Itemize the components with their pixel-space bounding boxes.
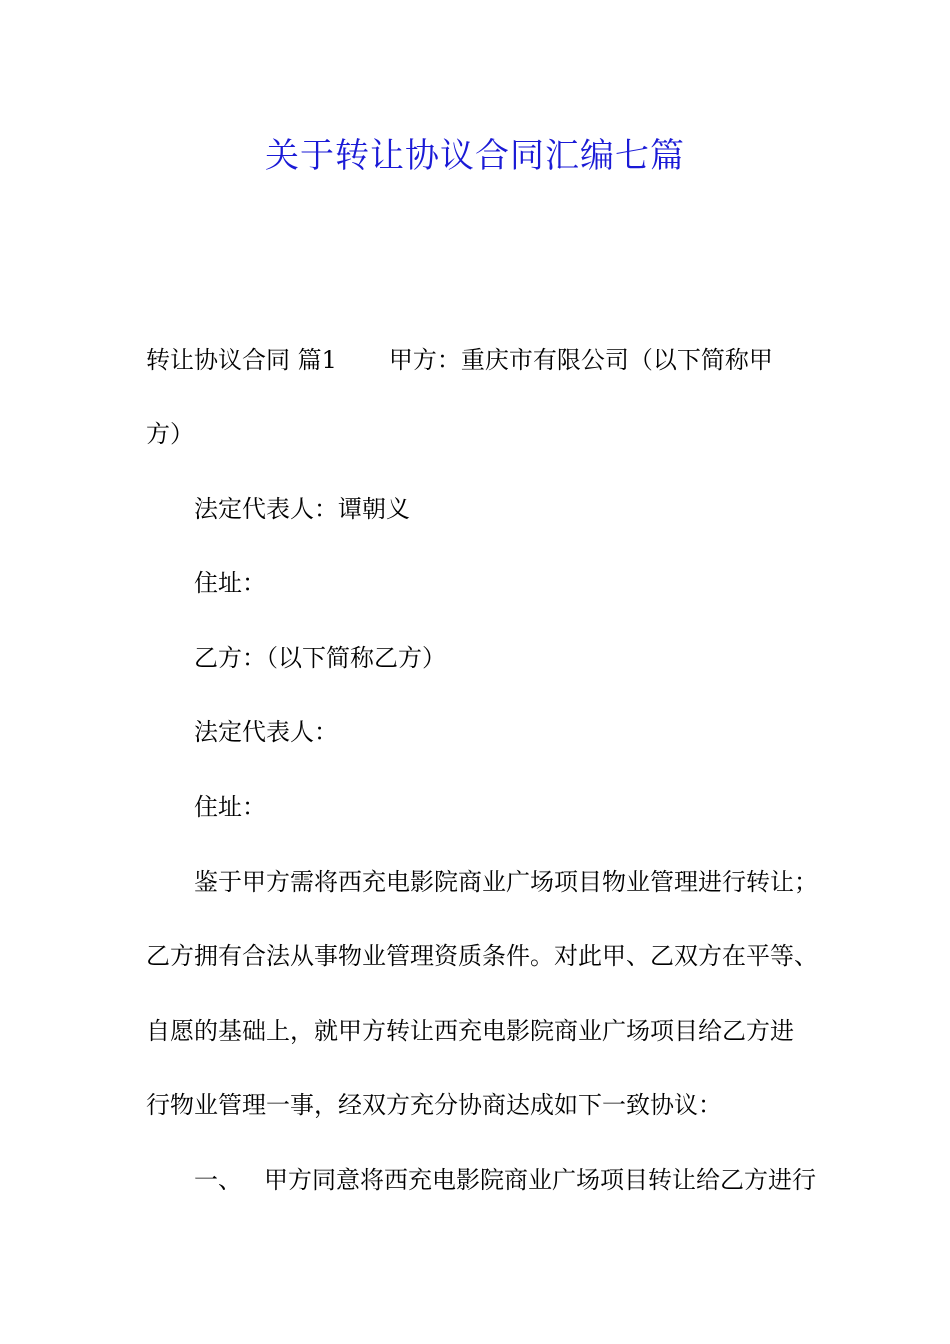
party-a-intro: 甲方：重庆市有限公司（以下简称甲 <box>388 346 773 374</box>
party-b-representative: 法定代表人： <box>194 718 338 746</box>
contract-heading: 转让协议合同 篇1 <box>146 346 337 374</box>
preamble-line: 行物业管理一事，经双方充分协商达成如下一致协议： <box>146 1091 722 1119</box>
party-a-representative: 法定代表人：谭朝义 <box>194 495 410 523</box>
preamble-line: 乙方拥有合法从事物业管理资质条件。对此甲、乙双方在平等、 <box>146 942 818 970</box>
party-b-address: 住址： <box>194 793 266 821</box>
preamble-line: 自愿的基础上，就甲方转让西充电影院商业广场项目给乙方进 <box>146 1017 794 1045</box>
document-title: 关于转让协议合同汇编七篇 <box>265 136 685 176</box>
party-a-intro-cont: 方） <box>146 420 194 448</box>
clause-1-text: 甲方同意将西充电影院商业广场项目转让给乙方进行 <box>264 1166 816 1194</box>
clause-1-number: 一、 <box>194 1166 242 1194</box>
preamble-line: 鉴于甲方需将西充电影院商业广场项目物业管理进行转让； <box>194 868 818 896</box>
party-b-intro: 乙方：（以下简称乙方） <box>194 644 446 672</box>
party-a-address: 住址： <box>194 569 266 597</box>
contract-heading-line <box>146 344 773 376</box>
clause-1 <box>194 1164 816 1196</box>
